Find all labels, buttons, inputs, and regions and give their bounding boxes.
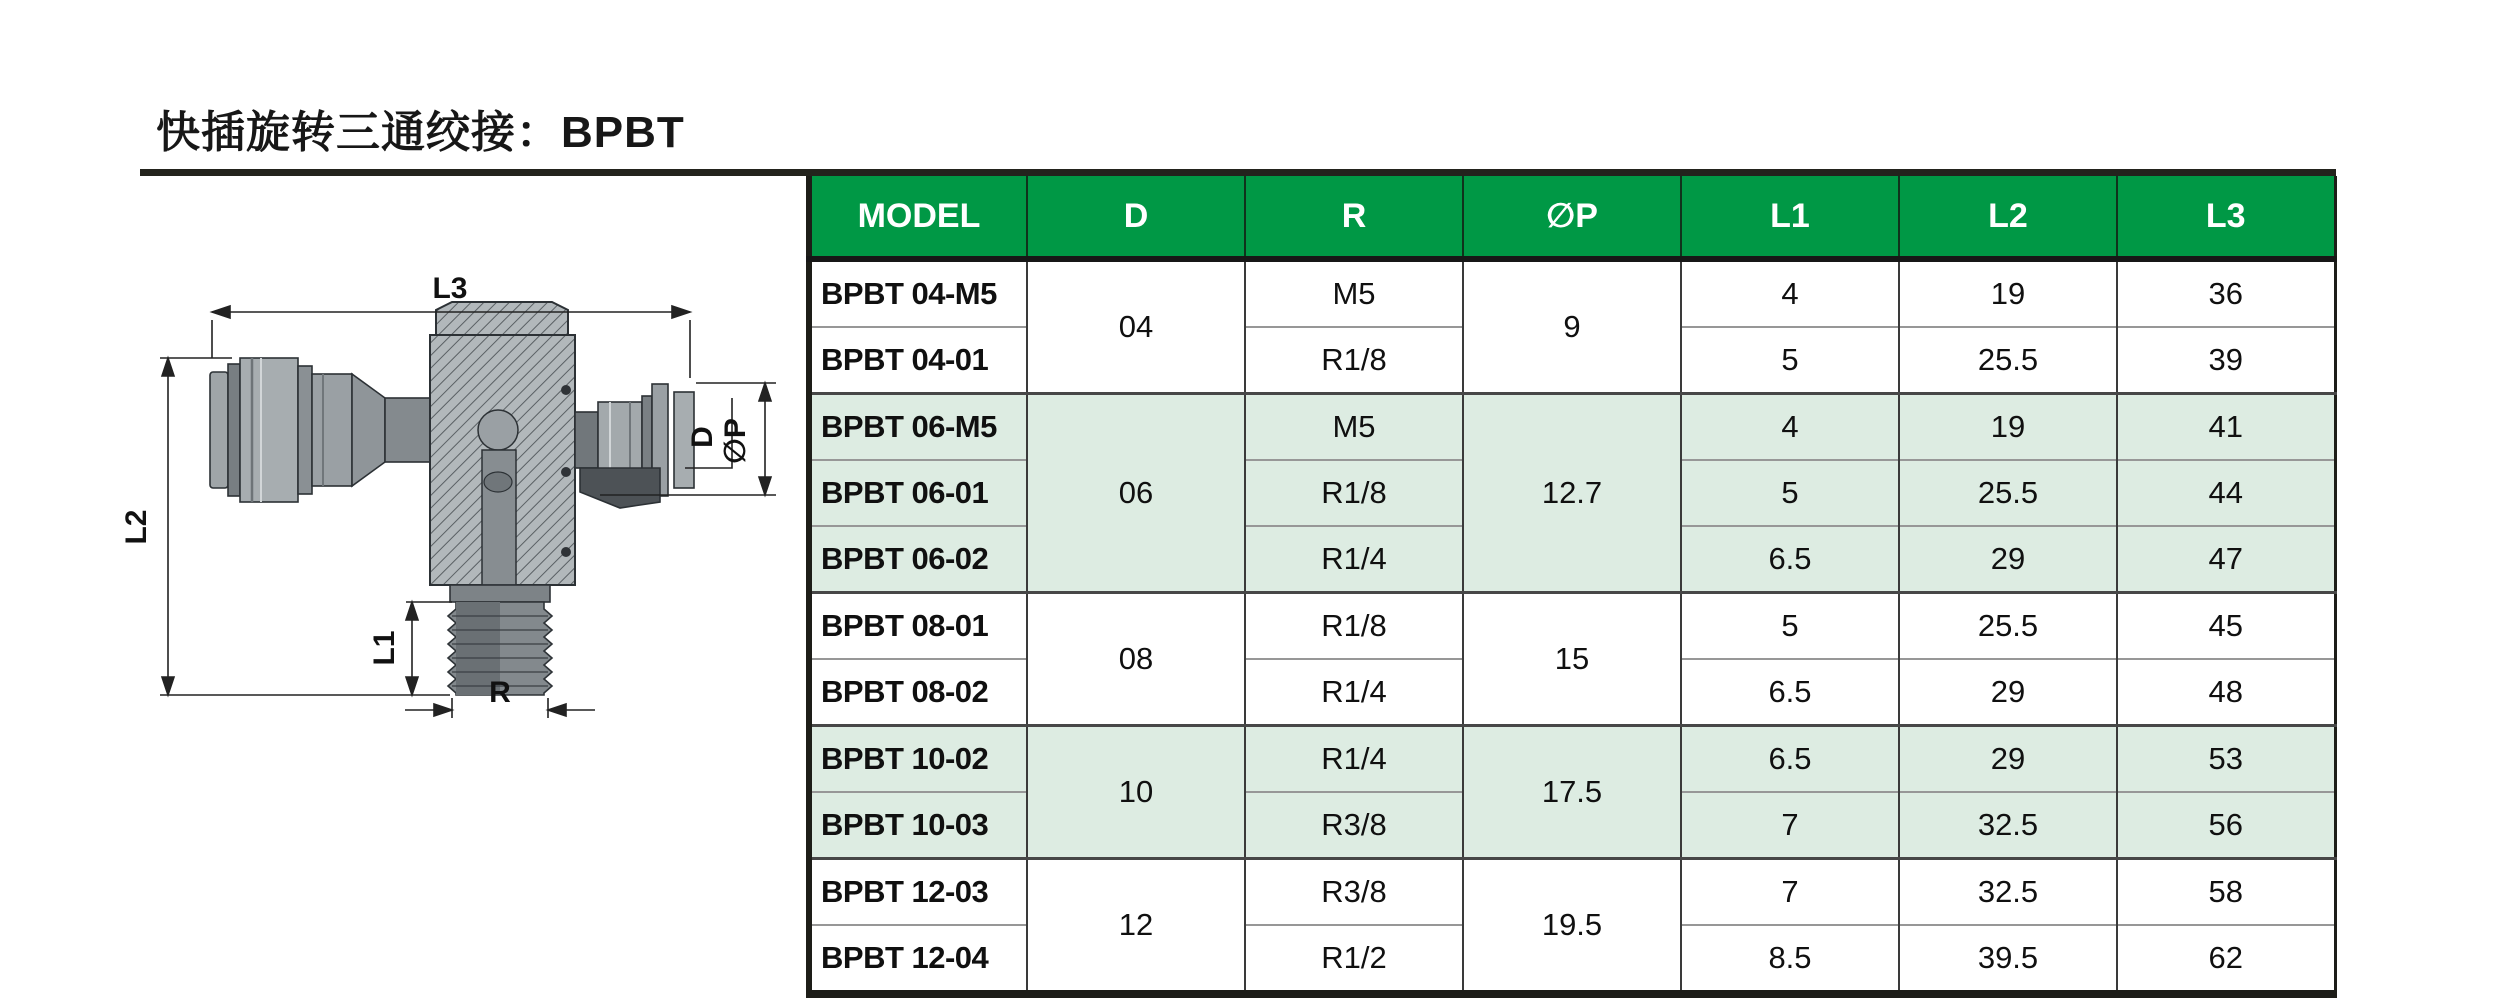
cell-l1: 7 <box>1681 859 1899 926</box>
cell-r: R1/4 <box>1245 659 1463 726</box>
page-title: 快插旋转三通绞接：BPBT <box>156 108 685 157</box>
cell-d: 10 <box>1027 726 1245 859</box>
cell-r: R1/4 <box>1245 526 1463 593</box>
cell-l1: 4 <box>1681 259 1899 327</box>
header-row <box>809 176 2335 259</box>
cell-l3: 58 <box>2117 859 2335 926</box>
cell-l1: 6.5 <box>1681 726 1899 793</box>
cell-l1: 4 <box>1681 394 1899 461</box>
cell-model: BPBT 08-02 <box>809 659 1027 726</box>
cell-l2: 32.5 <box>1899 792 2117 859</box>
center-block-section <box>430 302 575 585</box>
cell-model: BPBT 04-01 <box>809 327 1027 394</box>
cell-model: BPBT 12-03 <box>809 859 1027 926</box>
cell-l2: 19 <box>1899 394 2117 461</box>
dim-label-l1: L1 <box>368 630 401 666</box>
cell-r: R1/8 <box>1245 460 1463 526</box>
right-pushin-connector <box>575 384 694 508</box>
table-row <box>809 859 2335 926</box>
cell-l1: 7 <box>1681 792 1899 859</box>
cell-d: 04 <box>1027 259 1245 394</box>
cell-l2: 29 <box>1899 726 2117 793</box>
cell-l2: 39.5 <box>1899 925 2117 994</box>
cell-l2: 25.5 <box>1899 593 2117 660</box>
cell-l2: 19 <box>1899 259 2117 327</box>
cell-model: BPBT 06-02 <box>809 526 1027 593</box>
cell-l2: 32.5 <box>1899 859 2117 926</box>
table-row <box>809 259 2335 327</box>
cell-l3: 56 <box>2117 792 2335 859</box>
cell-r: R3/8 <box>1245 859 1463 926</box>
cell-l2: 29 <box>1899 659 2117 726</box>
cell-r: R1/2 <box>1245 925 1463 994</box>
title-rule <box>140 169 2336 176</box>
cell-model: BPBT 06-01 <box>809 460 1027 526</box>
cell-l3: 53 <box>2117 726 2335 793</box>
col-header-l2: L2 <box>1899 176 2117 259</box>
cell-model: BPBT 10-03 <box>809 792 1027 859</box>
fitting-diagram <box>100 240 800 720</box>
col-header-d: D <box>1027 176 1245 259</box>
cell-l2: 29 <box>1899 526 2117 593</box>
cell-l3: 36 <box>2117 259 2335 327</box>
spec-table <box>806 176 2337 998</box>
col-header-r: R <box>1245 176 1463 259</box>
dim-label-p: ∅P <box>719 418 752 464</box>
dim-label-r: R <box>489 676 511 709</box>
dim-label-l2: L2 <box>120 509 153 545</box>
table-row <box>809 726 2335 793</box>
cell-l1: 5 <box>1681 460 1899 526</box>
col-header-l3: L3 <box>2117 176 2335 259</box>
cell-l3: 62 <box>2117 925 2335 994</box>
col-header-model: MODEL <box>809 176 1027 259</box>
cell-l1: 5 <box>1681 593 1899 660</box>
cell-l3: 44 <box>2117 460 2335 526</box>
cell-r: M5 <box>1245 394 1463 461</box>
cell-d: 08 <box>1027 593 1245 726</box>
cell-l1: 6.5 <box>1681 526 1899 593</box>
table-row <box>809 593 2335 660</box>
table-row <box>809 394 2335 461</box>
cell-l2: 25.5 <box>1899 460 2117 526</box>
cell-p: 17.5 <box>1463 726 1681 859</box>
cell-model: BPBT 12-04 <box>809 925 1027 994</box>
cell-l3: 41 <box>2117 394 2335 461</box>
cell-p: 15 <box>1463 593 1681 726</box>
cell-l3: 45 <box>2117 593 2335 660</box>
cell-l1: 5 <box>1681 327 1899 394</box>
cell-d: 12 <box>1027 859 1245 995</box>
cell-r: M5 <box>1245 259 1463 327</box>
left-pushin-connector <box>210 358 430 502</box>
cell-l3: 47 <box>2117 526 2335 593</box>
cell-model: BPBT 08-01 <box>809 593 1027 660</box>
cell-p: 9 <box>1463 259 1681 394</box>
cell-r: R1/8 <box>1245 327 1463 394</box>
cell-l2: 25.5 <box>1899 327 2117 394</box>
dim-label-d: D <box>686 426 719 448</box>
cell-l1: 8.5 <box>1681 925 1899 994</box>
cell-p: 19.5 <box>1463 859 1681 995</box>
cell-r: R1/4 <box>1245 726 1463 793</box>
dim-label-l3: L3 <box>432 272 468 305</box>
cell-l3: 39 <box>2117 327 2335 394</box>
col-header-l1: L1 <box>1681 176 1899 259</box>
cell-d: 06 <box>1027 394 1245 593</box>
cell-r: R1/8 <box>1245 593 1463 660</box>
col-header-p: ∅P <box>1463 176 1681 259</box>
cell-r: R3/8 <box>1245 792 1463 859</box>
cell-p: 12.7 <box>1463 394 1681 593</box>
fitting-diagram-svg <box>100 240 800 720</box>
cell-l1: 6.5 <box>1681 659 1899 726</box>
cell-model: BPBT 04-M5 <box>809 259 1027 327</box>
cell-model: BPBT 10-02 <box>809 726 1027 793</box>
cell-model: BPBT 06-M5 <box>809 394 1027 461</box>
cell-l3: 48 <box>2117 659 2335 726</box>
